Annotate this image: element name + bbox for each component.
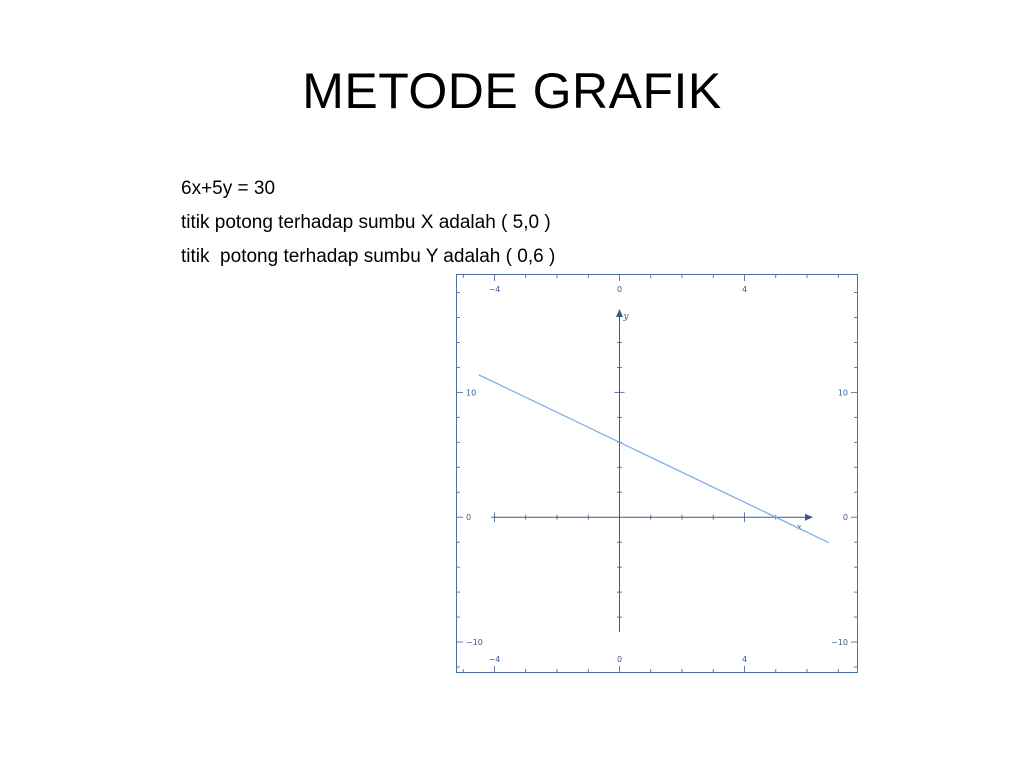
x-tick-label-top: 0 (616, 285, 623, 294)
y-tick-label-left: 10 (466, 388, 477, 398)
slide-title: METODE GRAFIK (302, 63, 722, 119)
y-tick-label-right: 0 (842, 513, 848, 523)
equation-line: 6x+5y = 30 (181, 178, 276, 199)
y-tick-label-left: 0 (466, 513, 472, 523)
y-axis-arrow (616, 309, 623, 317)
x-tick-label-top: −4 (488, 285, 501, 294)
y-intercept-line: titik potong terhadap sumbu Y adalah ( 0,6 ) (181, 246, 556, 267)
y-tick-label-left: −10 (466, 638, 483, 648)
y-axis-name: y (623, 311, 629, 322)
plot-svg (457, 275, 857, 672)
x-axis-name: x (797, 523, 803, 534)
x-tick-label-bottom: −4 (488, 655, 501, 664)
x-axis-arrow (805, 514, 813, 521)
y-tick-label-right: −10 (831, 638, 848, 648)
x-tick-label-bottom: 4 (741, 655, 748, 664)
plot-frame (456, 274, 858, 673)
x-tick-label-top: 4 (741, 285, 748, 294)
x-intercept-line: titik potong terhadap sumbu X adalah ( 5,0 ) (181, 212, 551, 233)
x-tick-label-bottom: 0 (616, 655, 623, 664)
y-tick-label-right: 10 (837, 388, 848, 398)
